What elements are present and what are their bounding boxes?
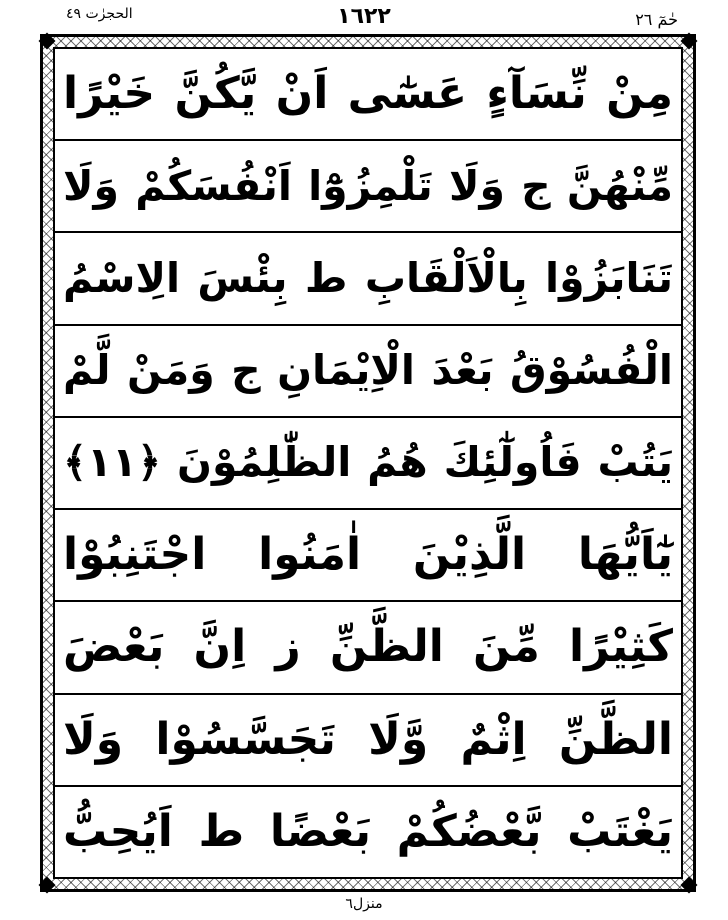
verse-line: [55, 695, 681, 787]
verse-line: [55, 141, 681, 233]
manzil-label: منزل٦: [345, 896, 383, 912]
verse-line-text: يَغْتَبْ بَّعْضُكُمْ بَعْضًا ط اَيُحِبُّ: [63, 805, 673, 857]
verse-line-text: الْفُسُوْقُ بَعْدَ الْاِيْمَانِ ج وَمَنْ لَّمْ: [63, 346, 673, 395]
verse-line: [55, 326, 681, 418]
juz-name: حٰمٓ ٢٦: [635, 10, 678, 29]
corner-ornament-icon: [681, 33, 698, 50]
verse-line-text: يٰٓاَيُّهَا الَّذِيْنَ اٰمَنُوا اجْتَنِبُوْا: [63, 529, 673, 581]
verse-line-text: كَثِيْرًا مِّنَ الظَّنِّ ز اِنَّ بَعْضَ: [63, 621, 673, 673]
verse-line: [55, 602, 681, 694]
verse-line-text: مِنْ نِّسَآءٍ عَسٰٓى اَنْ يَّكُنَّ خَيْرًا: [63, 68, 673, 120]
page-header: [0, 0, 728, 36]
verse-lines: [55, 49, 681, 877]
verse-line-text: يَتُبْ فَاُولٰٓئِكَ هُمُ الظّٰلِمُوْنَ ﴿١١﴾: [63, 438, 673, 487]
verse-line-text: مِّنْهُنَّ ج وَلَا تَلْمِزُوْٓا اَنْفُسَكُمْ وَلَا: [63, 161, 673, 210]
verse-line-text: تَنَابَزُوْا بِالْاَلْقَابِ ط بِئْسَ الِاسْمُ: [63, 254, 673, 303]
verse-line-text: الظَّنِّ اِثْمٌ وَّلَا تَجَسَّسُوْا وَلَا: [63, 713, 673, 765]
surah-name: الحجرٰت ٤٩: [66, 6, 133, 22]
verse-line: [55, 787, 681, 877]
page-number: ١٦٢٢: [337, 4, 391, 29]
corner-ornament-icon: [39, 877, 56, 894]
verse-line: [55, 418, 681, 510]
verse-line: [55, 510, 681, 602]
verse-line: [55, 49, 681, 141]
corner-ornament-icon: [681, 877, 698, 894]
text-panel: [53, 47, 683, 879]
verse-line: [55, 233, 681, 325]
ornamental-border: [40, 34, 696, 892]
